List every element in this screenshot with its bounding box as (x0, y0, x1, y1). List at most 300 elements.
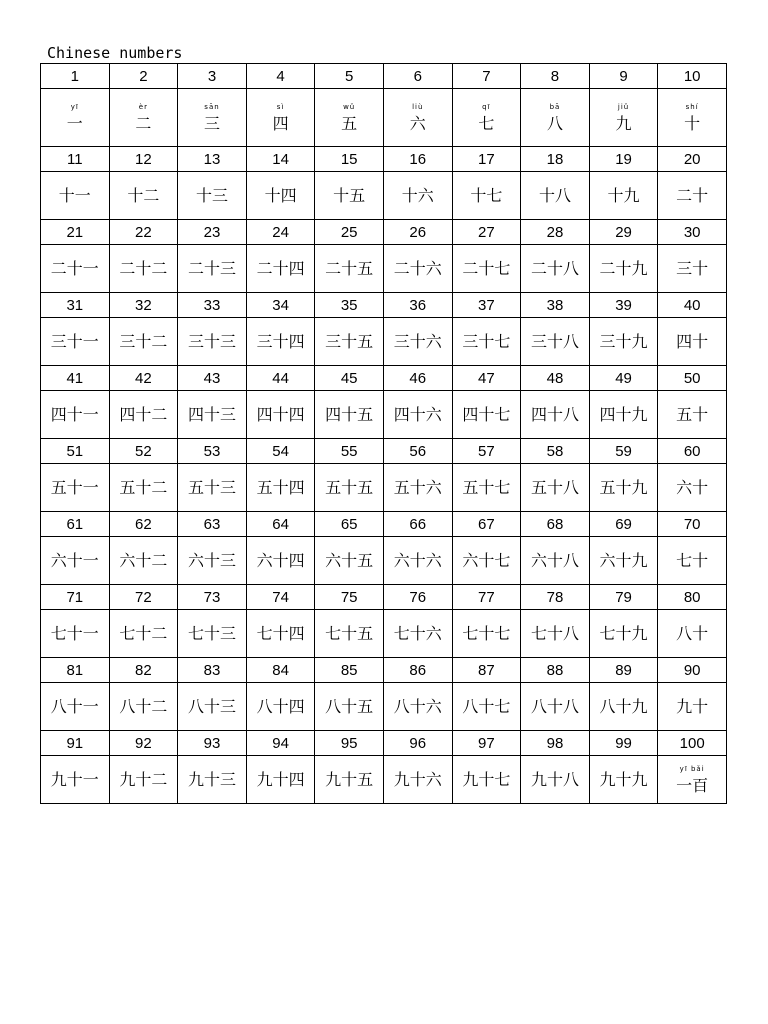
arabic-number-cell: 15 (315, 147, 384, 172)
chinese-cell-content (384, 404, 452, 424)
chinese-number-cell (452, 683, 521, 731)
chinese-number-cell (246, 172, 315, 220)
arabic-number-cell: 17 (452, 147, 521, 172)
chinese-number-cell (109, 318, 178, 366)
chinese-cell-content (41, 477, 109, 497)
arabic-number-cell: 78 (521, 585, 590, 610)
chinese-cell-content (453, 623, 521, 643)
chinese-numeral: 九十七 (462, 769, 511, 789)
chinese-number-cell (178, 245, 247, 293)
chinese-cell-content (384, 696, 452, 716)
arabic-number-cell: 84 (246, 658, 315, 683)
chinese-cell-content (521, 331, 589, 351)
chinese-number-cell (109, 245, 178, 293)
chinese-number-cell (658, 89, 727, 147)
arabic-number-cell: 58 (521, 439, 590, 464)
chinese-numeral: 六十三 (187, 550, 236, 570)
chinese-cell-content (590, 550, 658, 570)
chinese-numeral: 四十五 (325, 404, 374, 424)
chinese-cell-content (453, 331, 521, 351)
chinese-number-cell (383, 683, 452, 731)
chinese-number-cell (521, 683, 590, 731)
number-row (41, 439, 727, 464)
chinese-number-cell (589, 537, 658, 585)
arabic-number-cell: 68 (521, 512, 590, 537)
arabic-number-cell: 83 (178, 658, 247, 683)
chinese-cell-content (658, 104, 726, 132)
arabic-number-cell: 39 (589, 293, 658, 318)
arabic-number-cell: 1 (41, 64, 110, 89)
chinese-numeral: 十三 (195, 185, 228, 205)
chinese-numeral: 十九 (607, 185, 640, 205)
chinese-cell-content (178, 623, 246, 643)
chinese-cell-content (247, 104, 315, 132)
chinese-numeral: 九十五 (325, 769, 374, 789)
chinese-cell-content (521, 258, 589, 278)
chinese-number-cell (246, 391, 315, 439)
chinese-numeral: 六十八 (530, 550, 579, 570)
chinese-cell-content (178, 258, 246, 278)
pinyin-label: yī bǎi (679, 764, 705, 773)
chinese-number-cell (109, 89, 178, 147)
chinese-cell-content (384, 185, 452, 205)
chinese-number-cell (658, 391, 727, 439)
chinese-cell-content (41, 769, 109, 789)
arabic-number-cell: 28 (521, 220, 590, 245)
chinese-cell-content (41, 258, 109, 278)
arabic-number-cell: 49 (589, 366, 658, 391)
chinese-cell-content (247, 331, 315, 351)
chinese-cell-content (658, 331, 726, 351)
chinese-numeral: 七十九 (599, 623, 648, 643)
chinese-cell-content (315, 104, 383, 132)
arabic-number-cell: 69 (589, 512, 658, 537)
chinese-numeral: 八十六 (393, 696, 442, 716)
pinyin-label: wǔ (343, 102, 356, 111)
chinese-number-cell (452, 318, 521, 366)
arabic-number-cell: 71 (41, 585, 110, 610)
numbers-table-body (41, 64, 727, 804)
chinese-cell-content (658, 404, 726, 424)
arabic-number-cell: 57 (452, 439, 521, 464)
chinese-numeral: 二十 (676, 185, 709, 205)
chinese-number-cell (109, 537, 178, 585)
chinese-numeral: 七 (478, 113, 495, 133)
chinese-number-cell (178, 756, 247, 804)
chinese-numeral: 十五 (333, 185, 366, 205)
arabic-number-cell: 20 (658, 147, 727, 172)
chinese-number-cell (658, 172, 727, 220)
number-row (41, 64, 727, 89)
arabic-number-cell: 92 (109, 731, 178, 756)
chinese-cell-content (521, 104, 589, 132)
chinese-numeral: 五十四 (256, 477, 305, 497)
chinese-number-cell (452, 172, 521, 220)
arabic-number-cell: 94 (246, 731, 315, 756)
chinese-cell-content (315, 477, 383, 497)
chinese-numeral: 五十九 (599, 477, 648, 497)
chinese-number-cell (521, 89, 590, 147)
chinese-numeral: 八十八 (530, 696, 579, 716)
chinese-number-cell (383, 172, 452, 220)
arabic-number-cell: 87 (452, 658, 521, 683)
chinese-cell-content (590, 623, 658, 643)
chinese-row (41, 464, 727, 512)
chinese-cell-content (315, 550, 383, 570)
pinyin-label: sì (276, 102, 285, 111)
chinese-cell-content (590, 185, 658, 205)
chinese-number-cell (41, 245, 110, 293)
chinese-number-cell (41, 391, 110, 439)
chinese-cell-content (658, 477, 726, 497)
chinese-number-cell (315, 464, 384, 512)
chinese-number-cell (658, 683, 727, 731)
chinese-cell-content (178, 550, 246, 570)
chinese-numeral: 八十 (676, 623, 709, 643)
chinese-number-cell (315, 683, 384, 731)
chinese-cell-content (590, 258, 658, 278)
chinese-number-cell (383, 245, 452, 293)
chinese-numeral: 五十八 (530, 477, 579, 497)
number-row (41, 658, 727, 683)
chinese-number-cell (41, 172, 110, 220)
chinese-numeral: 三十五 (325, 331, 374, 351)
chinese-numeral: 六十一 (50, 550, 99, 570)
chinese-number-cell (109, 391, 178, 439)
chinese-numeral: 四十 (676, 331, 709, 351)
pinyin-label: jiǔ (617, 102, 630, 111)
arabic-number-cell: 61 (41, 512, 110, 537)
arabic-number-cell: 5 (315, 64, 384, 89)
chinese-number-cell (109, 172, 178, 220)
chinese-number-cell (383, 391, 452, 439)
chinese-number-cell (109, 610, 178, 658)
chinese-number-cell (589, 610, 658, 658)
chinese-number-cell (246, 537, 315, 585)
chinese-cell-content (590, 404, 658, 424)
chinese-numeral: 七十七 (462, 623, 511, 643)
arabic-number-cell: 89 (589, 658, 658, 683)
arabic-number-cell: 74 (246, 585, 315, 610)
arabic-number-cell: 35 (315, 293, 384, 318)
chinese-number-cell (589, 172, 658, 220)
arabic-number-cell: 90 (658, 658, 727, 683)
chinese-number-cell (521, 391, 590, 439)
chinese-cell-content (315, 696, 383, 716)
chinese-numeral: 五十一 (50, 477, 99, 497)
chinese-number-cell (521, 756, 590, 804)
chinese-number-cell (589, 683, 658, 731)
arabic-number-cell: 47 (452, 366, 521, 391)
chinese-number-cell (521, 610, 590, 658)
chinese-cell-content (110, 185, 178, 205)
arabic-number-cell: 32 (109, 293, 178, 318)
chinese-cell-content (110, 550, 178, 570)
chinese-numeral: 三十四 (256, 331, 305, 351)
chinese-cell-content (41, 104, 109, 132)
chinese-numeral: 九十 (676, 696, 709, 716)
chinese-numeral: 一 (66, 113, 83, 133)
arabic-number-cell: 10 (658, 64, 727, 89)
chinese-number-cell (41, 683, 110, 731)
chinese-numeral: 六十五 (325, 550, 374, 570)
chinese-numeral: 十六 (401, 185, 434, 205)
chinese-cell-content (110, 258, 178, 278)
arabic-number-cell: 26 (383, 220, 452, 245)
chinese-number-cell (315, 610, 384, 658)
arabic-number-cell: 34 (246, 293, 315, 318)
chinese-numeral: 九十二 (119, 769, 168, 789)
arabic-number-cell: 81 (41, 658, 110, 683)
arabic-number-cell: 44 (246, 366, 315, 391)
chinese-number-cell (452, 610, 521, 658)
arabic-number-cell: 96 (383, 731, 452, 756)
chinese-cell-content (521, 550, 589, 570)
pinyin-label: shí (685, 102, 699, 111)
arabic-number-cell: 73 (178, 585, 247, 610)
arabic-number-cell: 40 (658, 293, 727, 318)
pinyin-label: sān (204, 102, 220, 111)
chinese-cell-content (453, 185, 521, 205)
arabic-number-cell: 91 (41, 731, 110, 756)
chinese-numeral: 七十四 (256, 623, 305, 643)
chinese-numeral: 三十七 (462, 331, 511, 351)
arabic-number-cell: 77 (452, 585, 521, 610)
arabic-number-cell: 50 (658, 366, 727, 391)
chinese-numeral: 十七 (470, 185, 503, 205)
arabic-number-cell: 27 (452, 220, 521, 245)
chinese-numeral: 三十 (676, 258, 709, 278)
arabic-number-cell: 54 (246, 439, 315, 464)
chinese-numeral: 五十三 (187, 477, 236, 497)
chinese-number-cell (178, 537, 247, 585)
chinese-numeral: 九十三 (187, 769, 236, 789)
chinese-number-cell (452, 391, 521, 439)
chinese-cell-content (110, 623, 178, 643)
chinese-cell-content (590, 104, 658, 132)
chinese-cell-content (247, 404, 315, 424)
page-title: Chinese numbers (47, 44, 183, 62)
chinese-cell-content (41, 404, 109, 424)
number-row (41, 585, 727, 610)
chinese-number-cell (658, 756, 727, 804)
chinese-cell-content (384, 477, 452, 497)
chinese-cell-content (178, 477, 246, 497)
chinese-number-cell (41, 537, 110, 585)
chinese-cell-content (590, 696, 658, 716)
chinese-numeral: 二十九 (599, 258, 648, 278)
chinese-cell-content (247, 623, 315, 643)
chinese-number-cell (521, 245, 590, 293)
chinese-numeral: 五十 (676, 404, 709, 424)
chinese-numeral: 八十九 (599, 696, 648, 716)
chinese-row (41, 318, 727, 366)
chinese-cell-content (384, 258, 452, 278)
chinese-cell-content (315, 404, 383, 424)
chinese-cell-content (453, 104, 521, 132)
chinese-cell-content (315, 331, 383, 351)
chinese-cell-content (41, 696, 109, 716)
chinese-cell-content (453, 477, 521, 497)
arabic-number-cell: 52 (109, 439, 178, 464)
arabic-number-cell: 76 (383, 585, 452, 610)
chinese-cell-content (110, 477, 178, 497)
arabic-number-cell: 36 (383, 293, 452, 318)
arabic-number-cell: 88 (521, 658, 590, 683)
chinese-cell-content (658, 623, 726, 643)
chinese-cell-content (658, 258, 726, 278)
chinese-number-cell (246, 683, 315, 731)
chinese-numeral: 二十七 (462, 258, 511, 278)
arabic-number-cell: 13 (178, 147, 247, 172)
numbers-table (40, 63, 727, 804)
chinese-numeral: 四十九 (599, 404, 648, 424)
arabic-number-cell: 46 (383, 366, 452, 391)
chinese-cell-content (521, 477, 589, 497)
arabic-number-cell: 93 (178, 731, 247, 756)
chinese-cell-content (521, 696, 589, 716)
chinese-numeral: 一百 (676, 775, 709, 795)
arabic-number-cell: 99 (589, 731, 658, 756)
chinese-cell-content (384, 769, 452, 789)
arabic-number-cell: 60 (658, 439, 727, 464)
arabic-number-cell: 72 (109, 585, 178, 610)
chinese-numeral: 六十四 (256, 550, 305, 570)
chinese-number-cell (589, 464, 658, 512)
chinese-number-cell (246, 610, 315, 658)
arabic-number-cell: 22 (109, 220, 178, 245)
number-row (41, 731, 727, 756)
chinese-row (41, 172, 727, 220)
pinyin-label: èr (138, 102, 148, 111)
chinese-number-cell (521, 464, 590, 512)
chinese-cell-content (590, 769, 658, 789)
chinese-numeral: 四十四 (256, 404, 305, 424)
chinese-numeral: 二十四 (256, 258, 305, 278)
chinese-numeral: 九十四 (256, 769, 305, 789)
chinese-numeral: 四十七 (462, 404, 511, 424)
arabic-number-cell: 3 (178, 64, 247, 89)
chinese-numeral: 六十 (676, 477, 709, 497)
chinese-cell-content (453, 550, 521, 570)
arabic-number-cell: 100 (658, 731, 727, 756)
chinese-cell-content (590, 477, 658, 497)
pinyin-label: bā (549, 102, 561, 111)
chinese-cell-content (178, 331, 246, 351)
chinese-cell-content (41, 550, 109, 570)
chinese-number-cell (452, 537, 521, 585)
chinese-number-cell (246, 464, 315, 512)
arabic-number-cell: 45 (315, 366, 384, 391)
chinese-number-cell (41, 464, 110, 512)
chinese-numeral: 九十九 (599, 769, 648, 789)
chinese-cell-content (590, 331, 658, 351)
chinese-numeral: 二十八 (530, 258, 579, 278)
pinyin-label: liù (412, 102, 424, 111)
chinese-numeral: 二十二 (119, 258, 168, 278)
chinese-cell-content (41, 623, 109, 643)
chinese-cell-content (110, 104, 178, 132)
chinese-cell-content (453, 696, 521, 716)
chinese-cell-content (110, 769, 178, 789)
chinese-numeral: 七十一 (50, 623, 99, 643)
chinese-numeral: 四十三 (187, 404, 236, 424)
chinese-cell-content (315, 769, 383, 789)
chinese-number-cell (452, 756, 521, 804)
arabic-number-cell: 6 (383, 64, 452, 89)
arabic-number-cell: 23 (178, 220, 247, 245)
arabic-number-cell: 79 (589, 585, 658, 610)
number-row (41, 293, 727, 318)
chinese-numeral: 十二 (127, 185, 160, 205)
chinese-numeral: 二十五 (325, 258, 374, 278)
chinese-cell-content (178, 696, 246, 716)
arabic-number-cell: 85 (315, 658, 384, 683)
arabic-number-cell: 70 (658, 512, 727, 537)
number-row (41, 512, 727, 537)
chinese-row (41, 610, 727, 658)
chinese-numeral: 五十七 (462, 477, 511, 497)
chinese-cell-content (178, 185, 246, 205)
chinese-cell-content (247, 769, 315, 789)
chinese-numeral: 二 (135, 113, 152, 133)
chinese-cell-content (521, 404, 589, 424)
chinese-numeral: 七十三 (187, 623, 236, 643)
chinese-numeral: 十八 (538, 185, 571, 205)
chinese-number-cell (178, 391, 247, 439)
chinese-number-cell (41, 610, 110, 658)
chinese-numeral: 八十四 (256, 696, 305, 716)
chinese-numeral: 六十七 (462, 550, 511, 570)
arabic-number-cell: 43 (178, 366, 247, 391)
arabic-number-cell: 7 (452, 64, 521, 89)
chinese-number-cell (178, 318, 247, 366)
chinese-number-cell (452, 245, 521, 293)
chinese-number-cell (658, 245, 727, 293)
chinese-cell-content (315, 185, 383, 205)
arabic-number-cell: 51 (41, 439, 110, 464)
chinese-cell-content (315, 623, 383, 643)
chinese-numeral: 五十六 (393, 477, 442, 497)
chinese-cell-content (521, 185, 589, 205)
chinese-numeral: 四十二 (119, 404, 168, 424)
chinese-number-cell (109, 464, 178, 512)
chinese-cell-content (658, 550, 726, 570)
chinese-cell-content (658, 766, 726, 794)
arabic-number-cell: 9 (589, 64, 658, 89)
arabic-number-cell: 75 (315, 585, 384, 610)
chinese-cell-content (384, 104, 452, 132)
chinese-cell-content (453, 404, 521, 424)
chinese-number-cell (521, 318, 590, 366)
chinese-numeral: 三 (203, 113, 220, 133)
chinese-cell-content (384, 331, 452, 351)
chinese-numeral: 二十一 (50, 258, 99, 278)
pinyin-label: yī (70, 102, 79, 111)
chinese-cell-content (315, 258, 383, 278)
chinese-numeral: 八十七 (462, 696, 511, 716)
arabic-number-cell: 64 (246, 512, 315, 537)
chinese-numeral: 六 (409, 113, 426, 133)
chinese-number-cell (109, 683, 178, 731)
arabic-number-cell: 67 (452, 512, 521, 537)
chinese-cell-content (178, 404, 246, 424)
chinese-row (41, 537, 727, 585)
chinese-cell-content (453, 258, 521, 278)
chinese-number-cell (452, 464, 521, 512)
chinese-numeral: 三十八 (530, 331, 579, 351)
chinese-cell-content (247, 696, 315, 716)
